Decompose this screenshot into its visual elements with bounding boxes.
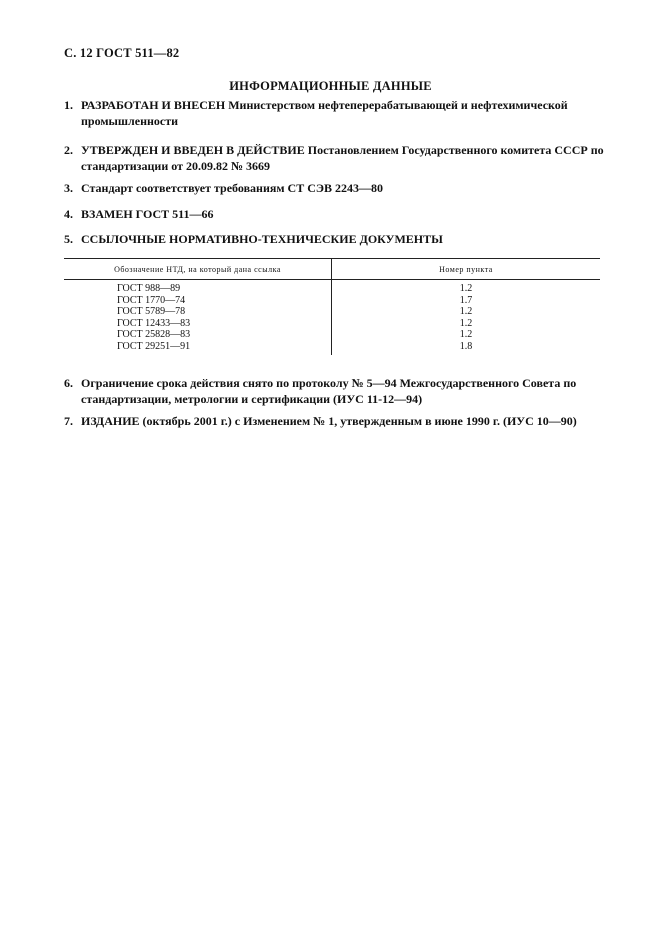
table-row (64, 318, 600, 330)
column-header-clause: Номер пункта (332, 259, 601, 280)
info-item-3 (64, 180, 604, 196)
table-row (64, 306, 600, 318)
ntd-designation: ГОСТ 5789—78 (64, 306, 332, 318)
info-item-4 (64, 206, 604, 222)
ntd-designation: ГОСТ 988—89 (64, 280, 332, 295)
ntd-designation: ГОСТ 1770—74 (64, 295, 332, 307)
table-row (64, 329, 600, 341)
ntd-designation: ГОСТ 29251—91 (64, 341, 332, 356)
table-header-row (64, 259, 600, 280)
clause-number: 1.2 (459, 283, 473, 294)
item-text: ССЫЛОЧНЫЕ НОРМАТИВНО-ТЕХНИЧЕСКИЕ ДОКУМЕНТЫ (81, 232, 443, 246)
item-number: 6. (64, 376, 73, 390)
clause-number: 1.2 (459, 306, 473, 317)
item-text: ВЗАМЕН ГОСТ 511—66 (81, 207, 214, 221)
item-text: Ограничение срока действия снято по протоколу № 5—94 Межгосударственного Совета по стандартизации, метрологии и сертификации (ИУС 11-12—94) (81, 376, 577, 406)
item-text: ИЗДАНИЕ (октябрь 2001 г.) с Изменением № 1, утвержденным в июне 1990 г. (ИУС 10—90) (81, 414, 577, 428)
item-number: 7. (64, 414, 73, 428)
item-number: 4. (64, 207, 73, 221)
ntd-designation: ГОСТ 12433—83 (64, 318, 332, 330)
column-header-designation: Обозначение НТД, на который дана ссылка (64, 259, 332, 280)
clause-number: 1.8 (459, 340, 473, 352)
item-number: 3. (64, 181, 73, 195)
clause-number: 1.2 (459, 329, 473, 340)
section-title: ИНФОРМАЦИОННЫЕ ДАННЫЕ (229, 79, 432, 93)
table-row (64, 295, 600, 307)
item-text: РАЗРАБОТАН И ВНЕСЕН Министерством нефтеперерабатывающей и нефтехимической промышленности (81, 98, 568, 128)
info-item-5 (64, 231, 604, 247)
table-row (64, 280, 600, 295)
ntd-designation: ГОСТ 25828—83 (64, 329, 332, 341)
info-item-6 (64, 375, 604, 407)
item-text: Стандарт соответствует требованиям СТ СЭВ 2243—80 (81, 181, 384, 195)
item-number: 2. (64, 143, 73, 157)
clause-number: 1.7 (459, 294, 473, 306)
clause-number: 1.2 (459, 317, 473, 329)
item-text: УТВЕРЖДЕН И ВВЕДЕН В ДЕЙСТВИЕ Постановлением Государственного комитета СССР по стандартизации от 20.09.82 № 3669 (81, 143, 604, 173)
info-item-7 (64, 413, 604, 429)
info-item-1 (64, 97, 604, 129)
item-number: 1. (64, 98, 73, 112)
item-number: 5. (64, 232, 73, 246)
info-item-2 (64, 142, 604, 174)
reference-documents-table (64, 258, 600, 355)
table-row (64, 341, 600, 356)
page-header: С. 12 ГОСТ 511—82 (64, 46, 180, 60)
